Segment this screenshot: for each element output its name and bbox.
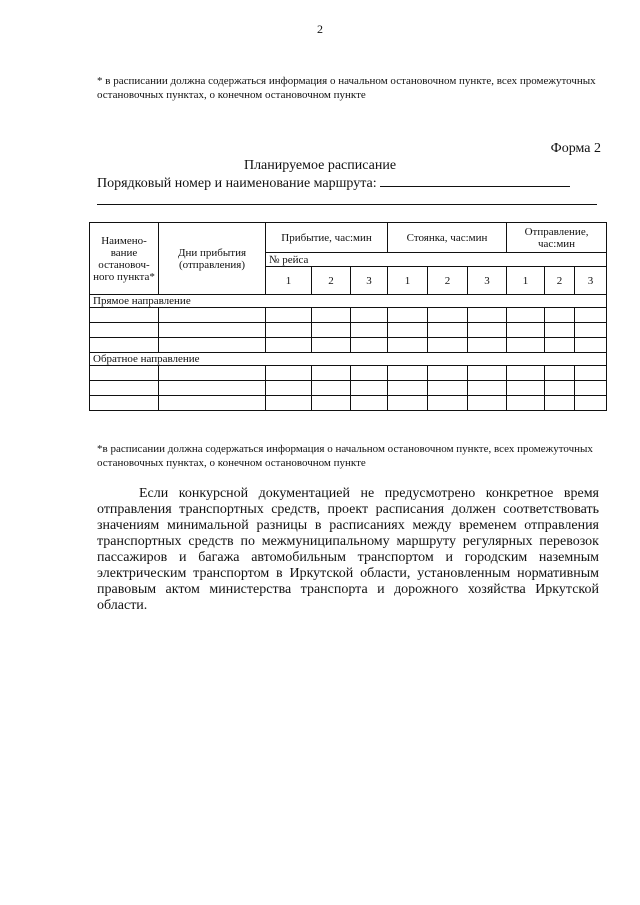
trip-number: 3 xyxy=(468,267,507,295)
table-row xyxy=(90,323,607,338)
trip-number: 2 xyxy=(312,267,351,295)
trip-number-header: № рейса xyxy=(266,253,607,267)
table-row xyxy=(90,366,607,381)
body-paragraph-text: Если конкурсной документацией не предусмотрено конкретное время отправления транспортных средств, проект расписания должен соответствовать значениям минимальной разницы в расписаниях между временем отправления транспортных средств по межмуниципальному маршруту регулярных перевозок пассажиров и багажа автомобильным транспортом и городским наземным электрическим транспортом в Иркутской области, установленным нормативным правовым актом министерства транспорта и дорожного хозяйства Иркутской области. xyxy=(97,486,599,613)
route-line xyxy=(97,174,570,192)
page-number: 2 xyxy=(317,22,323,36)
schedule-table xyxy=(89,222,607,411)
arrival-header: Прибытие, час:мин xyxy=(266,223,388,253)
trip-number: 3 xyxy=(575,267,607,295)
forward-direction-section: Прямое направление xyxy=(90,295,607,308)
trip-number: 1 xyxy=(388,267,428,295)
body-paragraph xyxy=(97,486,599,614)
reverse-direction-section: Обратное направление xyxy=(90,353,607,366)
trip-number: 1 xyxy=(266,267,312,295)
table-row xyxy=(90,338,607,353)
bottom-footnote: *в расписании должна содержаться информация о начальном остановочном пункте, всех промежуточных остановочных пунктах, о конечном остановочном пункте xyxy=(97,443,593,469)
trip-number: 2 xyxy=(428,267,468,295)
departure-header: Отправление, час:мин xyxy=(507,223,607,253)
schedule-title: Планируемое расписание xyxy=(243,158,397,173)
top-footnote: * в расписании должна содержаться информация о начальном остановочном пункте, всех промежуточных остановочных пунктах, о конечном остановочном пункте xyxy=(97,75,596,101)
route-label: Порядковый номер и наименование маршрута: xyxy=(97,176,377,191)
days-header: Дни прибытия (отправления) xyxy=(159,223,266,295)
form-label: Форма 2 xyxy=(550,141,601,156)
route-blank-field xyxy=(380,174,570,187)
trip-number: 2 xyxy=(545,267,575,295)
route-continuation-rule xyxy=(97,204,597,205)
trip-number: 1 xyxy=(507,267,545,295)
trip-number: 3 xyxy=(351,267,388,295)
table-row xyxy=(90,308,607,323)
stop-name-header: Наимено-вание остановоч-ного пункта* xyxy=(90,223,159,295)
table-row xyxy=(90,381,607,396)
stay-header: Стоянка, час:мин xyxy=(388,223,507,253)
table-row xyxy=(90,396,607,411)
